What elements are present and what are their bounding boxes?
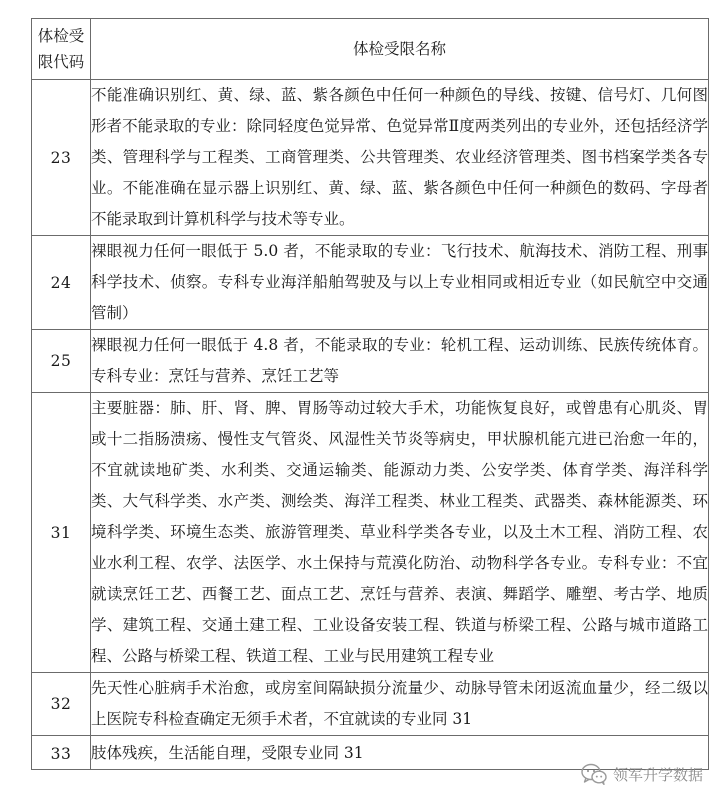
wechat-chat-bubbles-icon xyxy=(581,763,607,785)
table-row xyxy=(32,80,709,236)
row-name: 主要脏器：肺、肝、肾、脾、胃肠等动过较大手术，功能恢复良好，或曾患有心肌炎、胃或十二指肠溃疡、慢性支气管炎、风湿性关节炎等病史，甲状腺机能亢进已治愈一年的，不宜就读地矿类、水利类、交通运输类、能源动力类、公安学类、体育学类、海洋科学类、大气科学类、水产类、测绘类、海洋工程类、林业工程类、武器类、森林能源类、环境科学类、环境生态类、旅游管理类、草业科学类各专业，以及土木工程、消防工程、农业水利工程、农学、法医学、水土保持与荒漠化防治、动物科学各专业。专科专业：不宜就读烹饪工艺、西餐工艺、面点工艺、烹饪与营养、表演、舞蹈学、雕塑、考古学、地质学、建筑工程、交通土建工程、工业设备安装工程、铁道与桥梁工程、公路与城市道路工程、公路与桥梁工程、铁道工程、工业与民用建筑工程专业 xyxy=(91,393,709,673)
row-code: 24 xyxy=(32,236,91,330)
header-code: 体检受限代码 xyxy=(32,19,91,80)
watermark-text: 领军升学数据 xyxy=(612,765,703,784)
table-row xyxy=(32,236,709,330)
row-name: 裸眼视力任何一眼低于 4.8 者，不能录取的专业：轮机工程、运动训练、民族传统体育。专科专业：烹饪与营养、烹饪工艺等 xyxy=(91,330,709,393)
row-name: 不能准确识别红、黄、绿、蓝、紫各颜色中任何一种颜色的导线、按键、信号灯、几何图形者不能录取的专业：除同轻度色觉异常、色觉异常Ⅱ度两类列出的专业外，还包括经济学类、管理科学与工程类、工商管理类、公共管理类、农业经济管理类、图书档案学类各专业。不能准确在显示器上识别红、黄、绿、蓝、紫各颜色中任何一种颜色的数码、字母者不能录取到计算机科学与技术等专业。 xyxy=(91,80,709,236)
row-code: 33 xyxy=(32,736,91,770)
table-row xyxy=(32,673,709,736)
row-code: 32 xyxy=(32,673,91,736)
table-header-row xyxy=(32,19,709,80)
table-row xyxy=(32,393,709,673)
row-name: 先天性心脏病手术治愈，或房室间隔缺损分流量少、动脉导管未闭返流血量少，经二级以上医院专科检查确定无须手术者，不宜就读的专业同 31 xyxy=(91,673,709,736)
row-code: 31 xyxy=(32,393,91,673)
table-row xyxy=(32,330,709,393)
watermark xyxy=(581,763,703,785)
row-code: 23 xyxy=(32,80,91,236)
row-name: 裸眼视力任何一眼低于 5.0 者，不能录取的专业：飞行技术、航海技术、消防工程、刑事科学技术、侦察。专科专业海洋船舶驾驶及与以上专业相同或相近专业（如民航空中交通管制） xyxy=(91,236,709,330)
header-name: 体检受限名称 xyxy=(91,19,709,80)
row-name: 肢体残疾，生活能自理，受限专业同 31 xyxy=(91,736,709,770)
medical-limits-table xyxy=(31,18,709,770)
row-code: 25 xyxy=(32,330,91,393)
